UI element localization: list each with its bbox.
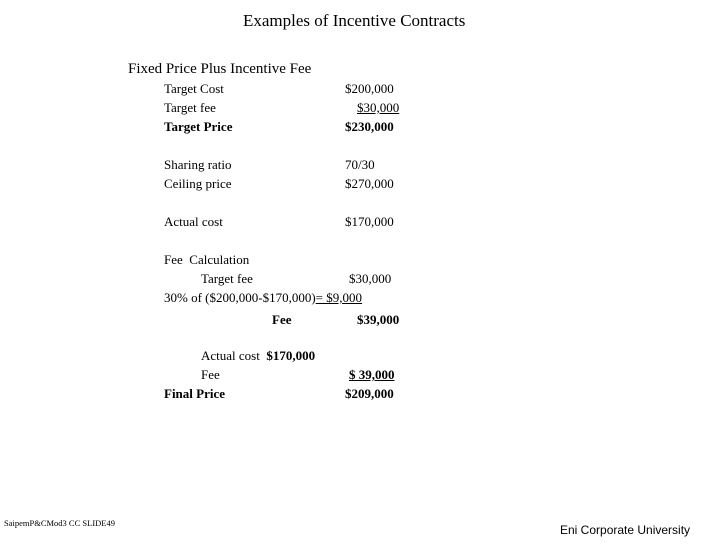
- fee-calc-target-fee-label: Target fee: [201, 271, 253, 286]
- sharing-ratio-value: 70/30: [345, 157, 375, 172]
- final-actual-cost-label: Actual cost: [201, 348, 260, 363]
- target-fee-value: $30,000: [357, 100, 400, 115]
- fee-total-label: Fee: [272, 312, 292, 327]
- fee-calculation-heading: Fee Calculation: [164, 252, 250, 267]
- final-fee-label: Fee: [201, 367, 220, 382]
- fee-share-value: = $9,000: [315, 290, 362, 305]
- target-price-value: $230,000: [345, 119, 394, 134]
- final-actual-cost-value: $170,000: [266, 348, 316, 363]
- fee-calc-target-fee-value: $30,000: [349, 271, 392, 286]
- actual-cost-label: Actual cost: [164, 214, 223, 229]
- organization-footer: Eni Corporate University: [560, 523, 691, 537]
- slide-id-footer: SaipemP&CMod3 CC SLIDE49: [4, 518, 115, 528]
- slide-title: Examples of Incentive Contracts: [243, 11, 466, 30]
- target-cost-value: $200,000: [345, 81, 394, 96]
- final-price-value: $209,000: [345, 386, 394, 401]
- ceiling-price-label: Ceiling price: [164, 176, 232, 191]
- target-price-label: Target Price: [164, 119, 233, 134]
- actual-cost-value: $170,000: [345, 214, 394, 229]
- final-fee-value: $ 39,000: [349, 367, 395, 382]
- target-cost-label: Target Cost: [164, 81, 224, 96]
- target-fee-label: Target fee: [164, 100, 216, 115]
- sharing-ratio-label: Sharing ratio: [164, 157, 232, 172]
- contract-type-heading: Fixed Price Plus Incentive Fee: [128, 61, 312, 77]
- final-actual-cost: [201, 348, 315, 364]
- ceiling-price-value: $270,000: [345, 176, 394, 191]
- fee-total-value: $39,000: [357, 312, 400, 327]
- fee-share-expression: [164, 290, 362, 306]
- final-price-label: Final Price: [164, 386, 226, 401]
- fee-share-formula: 30% of ($200,000-$170,000): [164, 290, 316, 305]
